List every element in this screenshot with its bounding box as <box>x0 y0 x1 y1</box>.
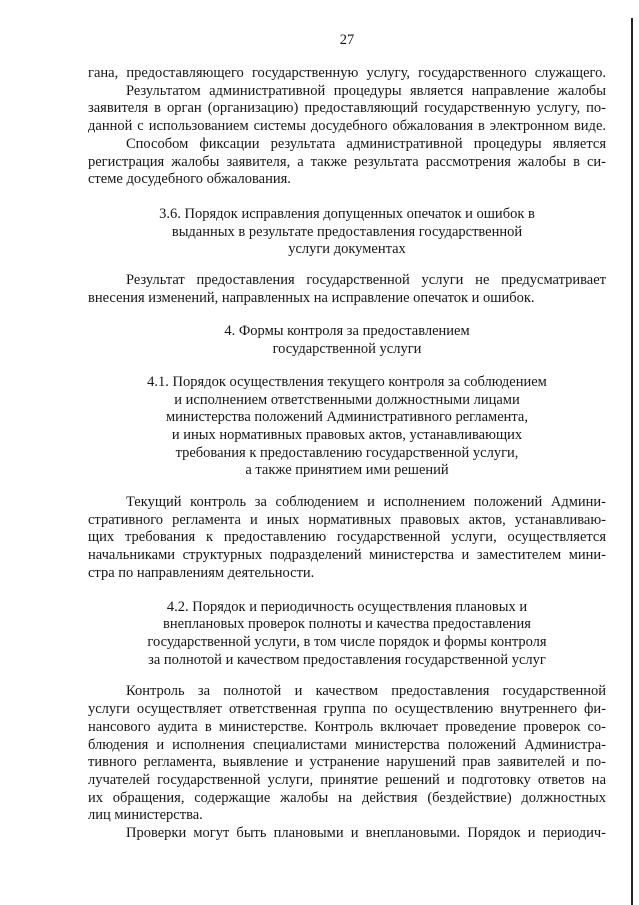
paragraph-line: щих требования к предоставлению государственной услуги, осуществляется <box>88 529 606 546</box>
section-4-2-body <box>88 683 606 825</box>
heading-line: за полнотой и качеством предоставления государственной услуг <box>148 651 546 668</box>
document-body <box>88 65 606 843</box>
fixation-paragraph <box>88 136 606 189</box>
paragraph-line: данной с использованием системы досудебного обжалования в электронном виде. <box>88 118 606 135</box>
section-4-1-heading <box>88 374 606 480</box>
paragraph-line: нансового аудита в министерстве. Контроль включает проведение проверок со- <box>88 718 606 735</box>
heading-line: и иных нормативных правовых актов, устанавливающих <box>171 426 523 443</box>
heading-line: 3.6. Порядок исправления допущенных опечаток и ошибок в <box>159 205 535 222</box>
section-4-2-heading <box>88 599 606 670</box>
section-4-1-body <box>88 494 606 583</box>
heading-line: государственной услуги <box>272 341 422 358</box>
paragraph-line: услуги осуществляет ответственная группа по осуществлению внутреннего фи- <box>88 701 606 718</box>
paragraph-line: лиц министерства. <box>88 807 203 824</box>
paragraph-line: стра по направлениям деятельности. <box>88 564 315 581</box>
heading-line: 4. Формы контроля за предоставлением <box>224 323 470 340</box>
checks-paragraph <box>88 825 606 843</box>
heading-line: 4.1. Порядок осуществления текущего контроля за соблюдением <box>147 373 547 390</box>
scan-edge-line <box>631 18 633 905</box>
section-4-heading <box>88 323 606 358</box>
heading-line: внеплановых проверок полноты и качества предоставления <box>163 616 531 633</box>
paragraph-line: Проверки могут быть плановыми и внеплановыми. Порядок и периодич- <box>126 825 606 842</box>
paragraph-line: Результат предоставления государственной услуги не предусматривает <box>126 272 606 289</box>
heading-line: услуги документах <box>288 241 406 258</box>
heading-line: а также принятием ими решений <box>245 462 449 479</box>
page-number: 27 <box>339 32 355 48</box>
paragraph-line: стеме досудебного обжалования. <box>88 171 291 188</box>
heading-line: требования к предоставлению государственной услуги, <box>175 444 519 461</box>
heading-line: государственной услуги, в том числе порядок и формы контроля <box>147 633 547 650</box>
paragraph-line: их обращения, содержащие жалобы на действия (бездействие) должностных <box>88 789 606 806</box>
heading-line: министерства положений Административного регламента, <box>165 409 528 426</box>
paragraph-line: стративного регламента и иных нормативных правовых актов, устанавливаю- <box>88 511 606 528</box>
paragraph-line: блюдения и исполнения специалистами министерства положений Администра- <box>88 736 606 753</box>
heading-line: выданных в результате предоставления государственной <box>171 223 523 240</box>
section-3-6-body <box>88 272 606 307</box>
paragraph-line: гана, предоставляющего государственную услугу, государственного служащего. <box>88 65 606 81</box>
paragraph-line: Контроль за полнотой и качеством предоставления государственной <box>126 683 606 700</box>
paragraph-line: тивного регламента, выявление и устранение нарушений прав заявителей и по- <box>88 754 606 771</box>
heading-line: и исполнением ответственными должностными лицами <box>174 391 520 408</box>
paragraph-line: Способом фиксации результата административной процедуры является <box>126 135 606 152</box>
paragraph-line: Результатом административной процедуры является направление жалобы <box>126 82 606 99</box>
result-paragraph <box>88 83 606 136</box>
paragraph-line: лучателей государственной услуги, принятие решений и подготовку ответов на <box>88 771 606 788</box>
paragraph-line: регистрация жалобы заявителя, а также результата рассмотрения жалобы в си- <box>88 153 606 170</box>
paragraph-line: начальниками структурных подразделений министерства и заместителем мини- <box>88 547 606 564</box>
heading-line: 4.2. Порядок и периодичность осуществления плановых и <box>166 598 528 615</box>
paragraph-line: Текущий контроль за соблюдением и исполнением положений Админи- <box>126 494 606 511</box>
section-3-6-heading <box>88 206 606 259</box>
continuation-paragraph <box>88 65 606 83</box>
paragraph-line: внесения изменений, направленных на исправление опечаток и ошибок. <box>88 289 535 306</box>
paragraph-line: заявителя в орган (организацию) предоставляющий государственную услугу, по- <box>88 100 606 117</box>
